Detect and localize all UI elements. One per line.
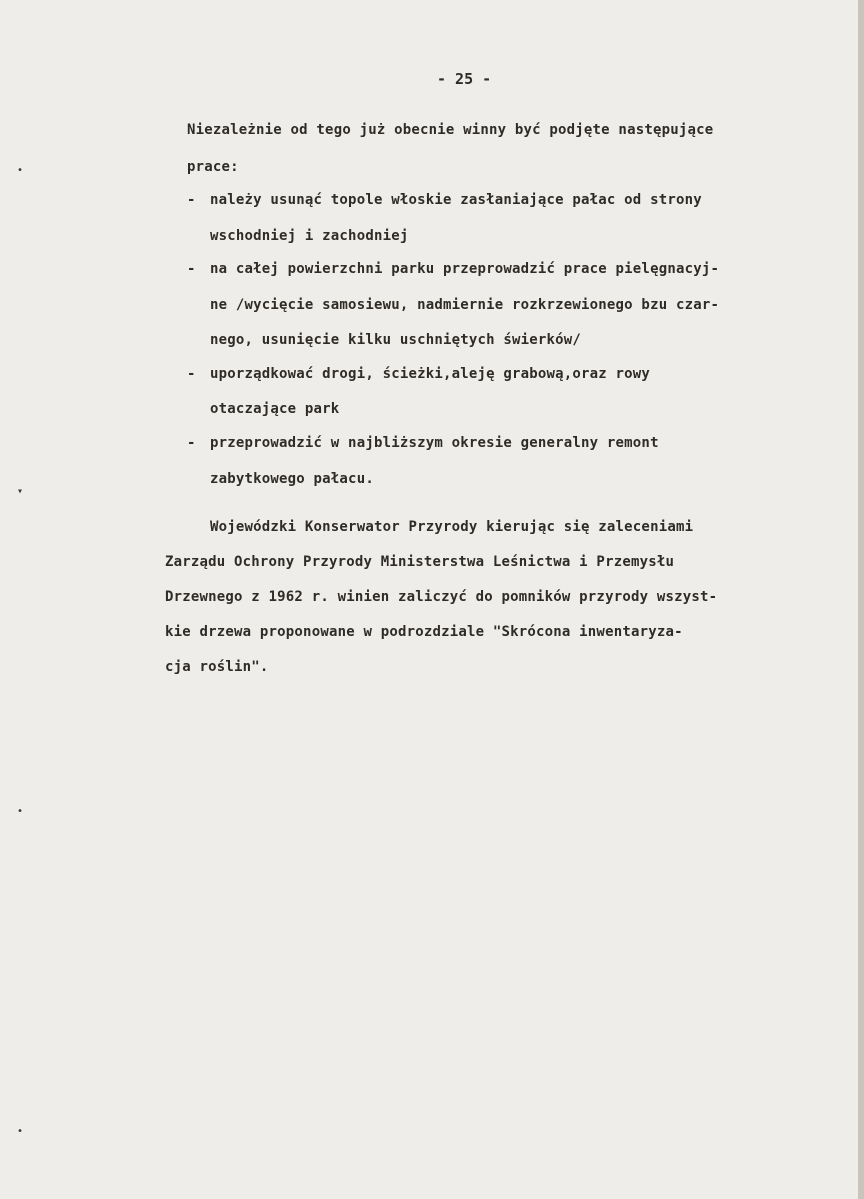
bullet-4-line-2: zabytkowego pałacu. [210,471,374,487]
bullet-1-line-1: należy usunąć topole włoskie zasłaniające pałac od strony [210,192,702,208]
bullet-3-line-1: uporządkować drogi, ścieżki,aleję grabową,oraz rowy [210,366,651,382]
paragraph-line-2: Zarządu Ochrony Przyrody Ministerstwa Leśnictwa i Przemysłu [165,554,675,570]
bullet-dash: - [187,435,196,451]
intro-line-2: prace: [187,159,239,175]
paragraph-line-3: Drzewnego z 1962 r. winien zaliczyć do pomników przyrody wszyst- [165,589,718,605]
bullet-dash: - [187,261,196,277]
paragraph-line-4: kie drzewa proponowane w podrozdziale "Skrócona inwentaryza- [165,624,683,640]
bullet-3-line-2: otaczające park [210,401,340,417]
bullet-dash: - [187,192,196,208]
margin-tick-mark: ▾ [17,486,24,497]
bullet-4-line-1: przeprowadzić w najbliższym okresie generalny remont [210,435,659,451]
bullet-dash: - [187,366,196,382]
paragraph-line-5: cja roślin". [165,659,269,675]
margin-dot-mark: • [17,806,24,817]
intro-line-1: Niezależnie od tego już obecnie winny być podjęte następujące [187,122,714,138]
bullet-1-line-2: wschodniej i zachodniej [210,228,409,244]
paragraph-line-1: Wojewódzki Konserwator Przyrody kierując się zaleceniami [210,519,694,535]
bullet-2-line-3: nego, usunięcie kilku uschniętych świerków/ [210,332,582,348]
bullet-2-line-1: na całej powierzchni parku przeprowadzić prace pielęgnacyj- [210,261,720,277]
margin-dot-mark: • [17,1126,24,1137]
bullet-2-line-2: ne /wycięcie samosiewu, nadmiernie rozkrzewionego bzu czar- [210,297,720,313]
margin-dot-mark: • [17,165,24,176]
page-edge-shadow [858,0,864,1199]
page-number: - 25 - [437,70,492,88]
